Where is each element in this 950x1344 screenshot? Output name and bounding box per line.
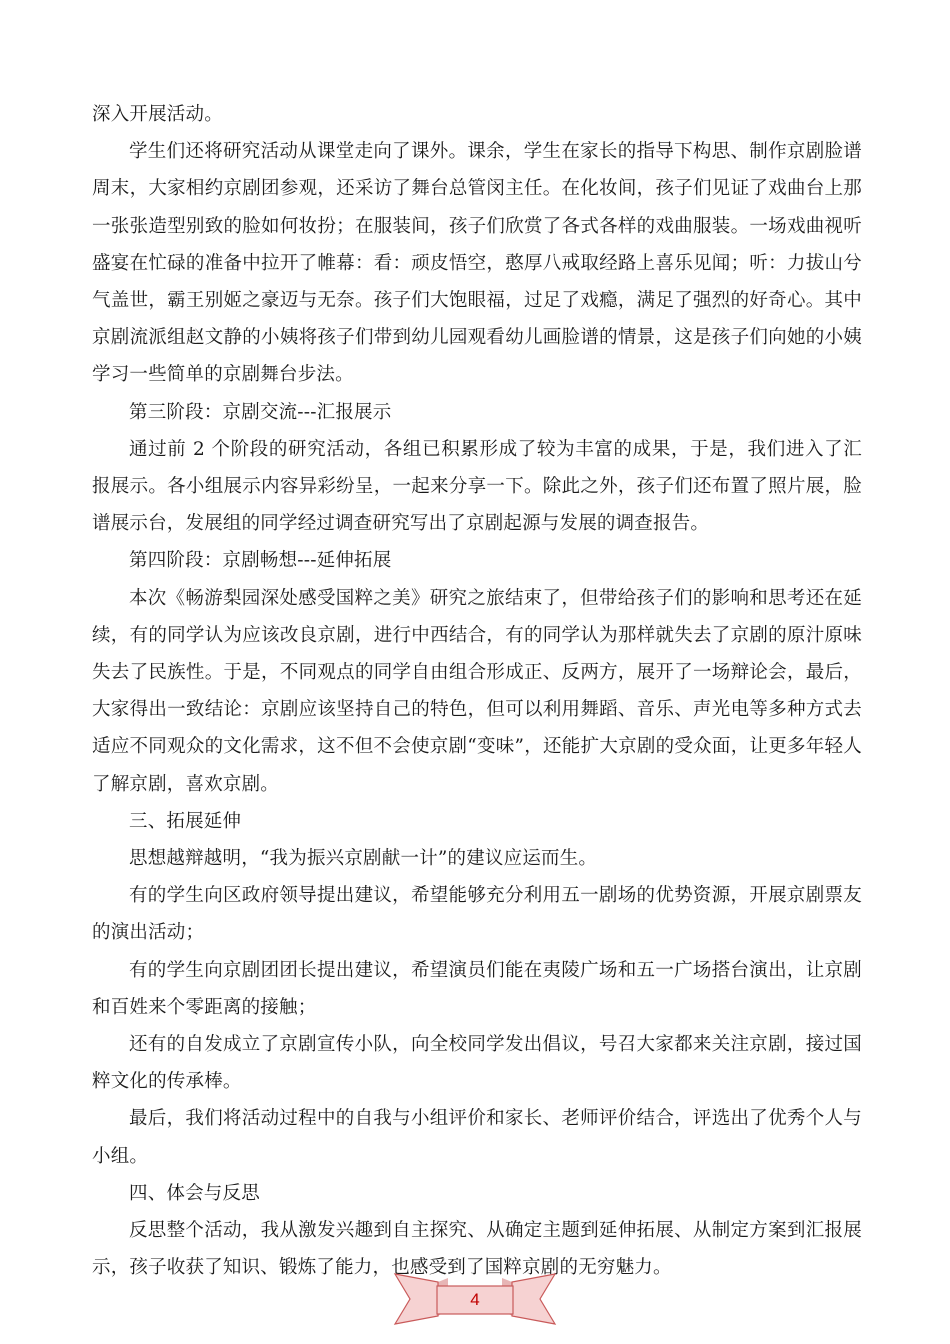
paragraph: 有的学生向区政府领导提出建议，希望能够充分利用五一剧场的优势资源，开展京剧票友的演出活动； [92, 885, 862, 944]
paragraph: 学生们还将研究活动从课堂走向了课外。课余，学生在家长的指导下构思、制作京剧脸谱周末，大家相约京剧团参观，还采访了舞台总管闵主任。在化妆间，孩子们见证了戏曲台上那一张张造型别致的脸如何妆扮；在服装间，孩子们欣赏了各式各样的戏曲服装。一场戏曲视听盛宴在忙碌的准备中拉开了帷幕：看：顽皮悟空，憨厚八戒取经路上喜乐见闻；听：力拔山兮气盖世，霸王别姬之豪迈与无奈。孩子们大饱眼福，过足了戏瘾，满足了强烈的好奇心。其中京剧流派组赵文静的小姨将孩子们带到幼儿园观看幼儿画脸谱的情景，这是孩子们向她的小姨学习一些简单的京剧舞台步法。 [92, 141, 862, 386]
section-heading-stage-four: 第四阶段：京剧畅想---延伸拓展 [129, 550, 392, 572]
section-heading-stage-three: 第三阶段：京剧交流---汇报展示 [129, 401, 392, 423]
paragraph: 通过前 2 个阶段的研究活动，各组已积累形成了较为丰富的成果，于是，我们进入了汇报展示。各小组展示内容异彩纷呈，一起来分享一下。除此之外，孩子们还布置了照片展，脸谱展示台，发展组的同学经过调查研究写出了京剧起源与发展的调查报告。 [92, 438, 862, 535]
body-text [92, 96, 862, 1287]
paragraph: 深入开展活动。 [92, 104, 223, 125]
ribbon-right-tail [512, 1274, 555, 1324]
paragraph: 有的学生向京剧团团长提出建议，希望演员们能在夷陵广场和五一广场搭台演出，让京剧和百姓来个零距离的接触； [92, 959, 862, 1018]
paragraph: 还有的自发成立了京剧宣传小队，向全校同学发出倡议，号召大家都来关注京剧，接过国粹文化的传承棒。 [92, 1034, 862, 1093]
paragraph: 最后，我们将活动过程中的自我与小组评价和家长、老师评价结合，评选出了优秀个人与小组。 [92, 1108, 862, 1167]
section-heading-extension: 三、拓展延伸 [129, 810, 242, 832]
section-heading-reflection: 四、体会与反思 [129, 1182, 260, 1204]
paragraph: 思想越辩越明，“我为振兴京剧献一计”的建议应运而生。 [129, 848, 598, 870]
page-number: 4 [470, 1290, 480, 1309]
paragraph: 本次《畅游梨园深处感受国粹之美》研究之旅结束了，但带给孩子们的影响和思考还在延续，有的同学认为应该改良京剧，进行中西结合，有的同学认为那样就失去了京剧的原汁原味失去了民族性。于是，不同观点的同学自由组合形成正、反两方，展开了一场辩论会，最后，大家得出一致结论：京剧应该坚持自己的特色，但可以利用舞蹈、音乐、声光电等多种方式去适应不同观众的文化需求，这不但不会使京剧“变味”，还能扩大京剧的受众面，让更多年轻人了解京剧，喜欢京剧。 [92, 587, 862, 795]
ribbon-left-tail [395, 1274, 438, 1324]
paragraph: 反思整个活动，我从激发兴趣到自主探究、从确定主题到延伸拓展、从制定方案到汇报展示，孩子收获了知识、锻炼了能力，也感受到了国粹京剧的无穷魅力。 [92, 1220, 862, 1279]
